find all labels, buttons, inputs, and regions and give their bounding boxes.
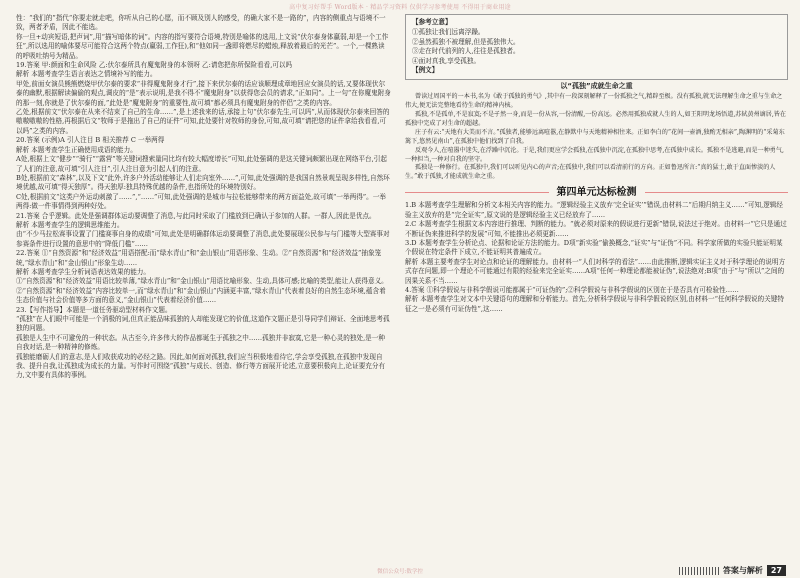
reference-item: ②虽然孤独不被理解,但是孤独伟大。	[412, 37, 520, 46]
page-footer	[679, 565, 786, 576]
text-paragraph: 21.答案 合乎逻辑。此处是强调群体运动要调整了消息,与此同时采取了门槛放到已确认于参加的人群。一群人,因此是优点。	[16, 211, 376, 220]
answer-paragraph: 1.B 本题考查学生理解和分析文本相关内容的能力。“逻辑经验主义放弃‘完全证实’”错误,由材料二“后期归纳主义……”可知,逻辑经验主义放弃的是“完全证实”,原文说的是逻辑经验主义已经放弃了……	[405, 201, 783, 219]
answer-paragraph: 解析 本题考查学生对文本中关键语句的理解和分析能力。首先,分析科学假说与非科学假说的区别,由材料一“任何科学假说的关键特征之一是必须有可证伪性”,这……	[405, 295, 784, 313]
page-number: 27	[767, 565, 786, 576]
text-paragraph: ②“自然资源”和“经济效益”内容比较单一,而“绿水青山”和“金山银山”内涵更丰富,“绿水青山”代表着良好的自然生态环境,蕴含着生态价值与社会价值等多方面的意义,“金山银山”代表着经济价值……	[16, 286, 386, 305]
text-paragraph: 23.【写作指导】本题是一道任务驱动型材料作文题。	[16, 305, 172, 314]
essay-paragraph: 曾读过周国平的一本书,名为《敢于孤独的勇气》,其中有一段深刻解释了一份孤独之气,精辟至极。没有孤独,就无法理解生命之重与生命之伟大,便无法完整地看待生命的精神内核。	[405, 92, 783, 109]
text-paragraph: 解析 本题考查学生正确使用成语的能力。	[16, 145, 137, 154]
text-paragraph: 20.答案 (示例)A 引人注目 B 相关推荐 C 一举两得	[16, 136, 165, 145]
right-column	[405, 14, 788, 314]
essay-paragraph: 反观今人,在喧嚣中迷失,在浮躁中沉沦。于是,我们更应学会孤独,在孤独中沉淀,在孤独中思考,在孤独中成长。孤独不是逃避,而是一种勇气,一种担当,一种对自我的坚守。	[405, 146, 784, 163]
essay-paragraph: 孤独是一种修行。在孤独中,我们可以听见内心的声音;在孤独中,我们可以看清前行的方向。正如鲁迅所言:“真的猛士,敢于直面惨淡的人生。”敢于孤独,才能成就生命之重。	[405, 164, 776, 181]
text-paragraph: 由“不少马拉松赛事设置了门槛赛事自身的成绩”可知,此处是明确群体运动要调整了消息,此处要展现公民参与与门槛等大型赛事对参赛条件进行设置的意思中的“降低门槛”……	[16, 230, 390, 248]
reference-item: ③走在时代前列的人,往往是孤独者。	[412, 47, 520, 56]
text-paragraph: 性：“我们的”指代“你要走就走吧，你听从自己的心愿，而不顾及别人的感受，的确大家不是一路的”，内容的侧重点与语境不一致，两者矛盾，因此不能选。	[16, 14, 386, 32]
text-paragraph: 19.答案 甲:颜面和生命风险 乙:伏尔泰所具有魔鬼附身的本领呀 乙:请您把你所保险看看,可以吗	[16, 61, 293, 70]
essay-title: 以“孤独”成就生命之重	[560, 82, 633, 91]
unit-title: 第四单元达标检测	[556, 186, 637, 198]
text-paragraph: “孤独”在人们眼中可能是一个消极的词,但真正能品味孤独的人却能发现它的价值,这道作文题正是引导同学们辩证、全面地思考孤独的问题。	[16, 315, 390, 333]
reference-item: ④面对真我,享受孤独。	[412, 56, 481, 65]
text-paragraph: 解析 本题考查学生分析词语表达效果的能力。	[16, 267, 150, 276]
reference-box	[405, 14, 788, 80]
footer-label: 答案与解析	[722, 566, 763, 575]
answer-paragraph: 3.D 本题考查学生分析论点、论据和论证方法的能力。D项“新实验”偷换概念,“证实”与“证伪”不同。科学家所做的实验只能证明某个假说在特定条件下成立,不能证明其普遍成立。	[405, 239, 783, 257]
essay-paragraph: 孤独,不是孤单,不是寂寞;不是孑然一身,而是一份从容,一份清醒,一份高远。必然用孤独成就人生的人,如王阳明龙场悟道,苏轼黄州谪居,皆在孤独中完成了对生命的超越。	[405, 110, 786, 127]
answers-section	[405, 201, 788, 314]
reference-list	[412, 28, 781, 66]
answer-paragraph: 2.C 本题考查学生根据文本内容进行推理、判断的能力。“就必须对原来的假说进行更新”错误,说法过于绝对。由材料一“它只是通过不断证伪来推进科学的发展”可知,不能推出必须更新……	[405, 220, 787, 238]
example-label: 【例文】	[412, 66, 439, 75]
text-paragraph: 孤独能磨砺人们的意志,是人们收获成功的必经之路。因此,如何面对孤独,我们应当积极地看待它,学会享受孤独,在孤独中发现自我、提升自我,让孤独成为成长的力量。写作时可围绕“孤独”与成长、创造、修行等方面展开论述,立意要积极向上,论证要充分有力,文中要有具体的事例。	[16, 352, 386, 380]
text-paragraph: 甲处,前面女演员熊熊燃烧甲伏尔泰的要求“非得魔鬼附身才行”,接下来伏尔泰的话应该顺理成章地回应女演员的话,又要体现伏尔泰的幽默,根据解读偏偷的观点,调皮的“是”表示说明,是我不得不“魔鬼附身”以获得您会员的请求,“正如同”。上一句“在你魔鬼附身的那一刻,你就是了伏尔泰的面,”此处是“魔鬼附身”的重要性,故可填“都必须具有魔鬼附身的伴侣”之类的内容。	[16, 79, 391, 107]
text-paragraph: C处,根据前文“这类户外运动刺激了……”,“……”可知,此处强调的是城市与拉松能够带来的两方面益处,故可填“一举两得”。一举两得:做一件事情得到两种好处。	[16, 192, 386, 211]
text-paragraph: B处,根据前文“森林”,以及下文“此外,许多户外活动能够让人们走向室外……”,可知,此处强调的是我国自然景观呈现多样性,自然环境优越,故可填“得天独厚”。得天独厚:独具特殊优越的条件,也指所处的环境特别好。	[16, 173, 390, 192]
top-watermark: 高中复习好帮手 Word版本 · 精品学习资料 仅供学习参考使用 不得用于商业用途	[289, 4, 511, 11]
text-paragraph: 乙处,根据前文“伏尔泰在从来不结束了自己的生命……”,是上述我来的话,承接上句“伏尔泰先生,可以吗”,从而体现伏尔泰来回答的嗷嗷嗷嗷的性格,再根据后文“牧师于是拖出了自己的证件”可知,此处要针对牧师的身份,可知,故可填“请把您的证件拿给我看看,可以吗”之类的内容。	[16, 108, 390, 135]
decorative-stripe	[679, 567, 719, 575]
answer-paragraph: 解析 本题主要考查学生对论点和论证的理解能力。由材料一“人们对科学的看法”……由此推断,逻辑实证主义对于科学理论的说明方式存在问题,即一个理论不可能通过有限的经验来完全证实……A项“任何一种理论都能被证伪”,说法绝对;B项“由于”与“所以”之间的因果关系不当……	[405, 257, 786, 285]
text-paragraph: 解析 本题考查学生的逻辑思维能力。	[16, 220, 124, 229]
answer-paragraph: 4.答案 ①科学假说与非科学假说可能都属于“可证伪的”;②科学假说与非科学假说的区别在于是否具有可检验性……	[405, 286, 739, 295]
unit-title-bar	[405, 185, 788, 199]
text-paragraph: 解析 本题考查学生语言表达之情境补写的能力。	[16, 70, 157, 79]
reference-item: ①孤独让我们远离浮躁。	[412, 28, 485, 37]
bottom-watermark: 微信公众号:数学控	[377, 569, 423, 575]
left-column	[16, 14, 391, 381]
reference-title: 【参考立意】	[412, 18, 452, 26]
essay-paragraph: 庄子有云:“天地有大美而不言。”孤独者,能够远离喧嚣,在静默中与天地精神相往来。正如李白的“花间一壶酒,独酌无相亲”,陶渊明的“采菊东篱下,悠然见南山”,在孤独中他们找到了自我。	[405, 128, 785, 145]
text-paragraph: A处,根据上文“健步”“骑行”“露营”等关键词搜索量同比均有较大幅度增长”可知,此处强调的是这关键词颇繁出现在网络平台,引起了人们的注意,故可填“引人注目”,引人注目意为引起人们的注意。	[16, 155, 387, 173]
text-paragraph: 孤独是人生中不可避免的一种状态。从古至今,许多伟大的作品都诞生于孤独之中……孤独并非寂寞,它是一种心灵的独处,是一种自我对话,是一种精神的修炼。	[16, 333, 385, 352]
text-paragraph: 你一旦+动宾短语,把声词”,用“描写暗体的词”。内容的指写要符合语境,特别是喻体的选用,上文说“伏尔泰身体羸弱,却是一个工作狂”,所以选用的喻体要尽可能符合这两个特点(羸弱,工作狂),和“他如同一盏即将燃尽的蜡烛,释放着最后的光芒”。一个,一棵熟读的呼吸吐纳号为精品。	[16, 32, 389, 60]
text-paragraph: 22.答案 ①“自然资源”和“经济效益”用语搭配:而“绿水青山”和“金山银山”用语形象、生动。②“自然资源”和“经济效益”抽象笼统,“绿水青山”和“金山银山”形象生动……	[16, 249, 382, 267]
text-paragraph: ①“自然资源”和“经济效益”用语比较单薄,“绿水青山”和“金山银山”用语比喻形象、生动,具体可感;比喻的类型,能让人获得意义。	[16, 277, 388, 286]
essay-body	[405, 93, 788, 183]
